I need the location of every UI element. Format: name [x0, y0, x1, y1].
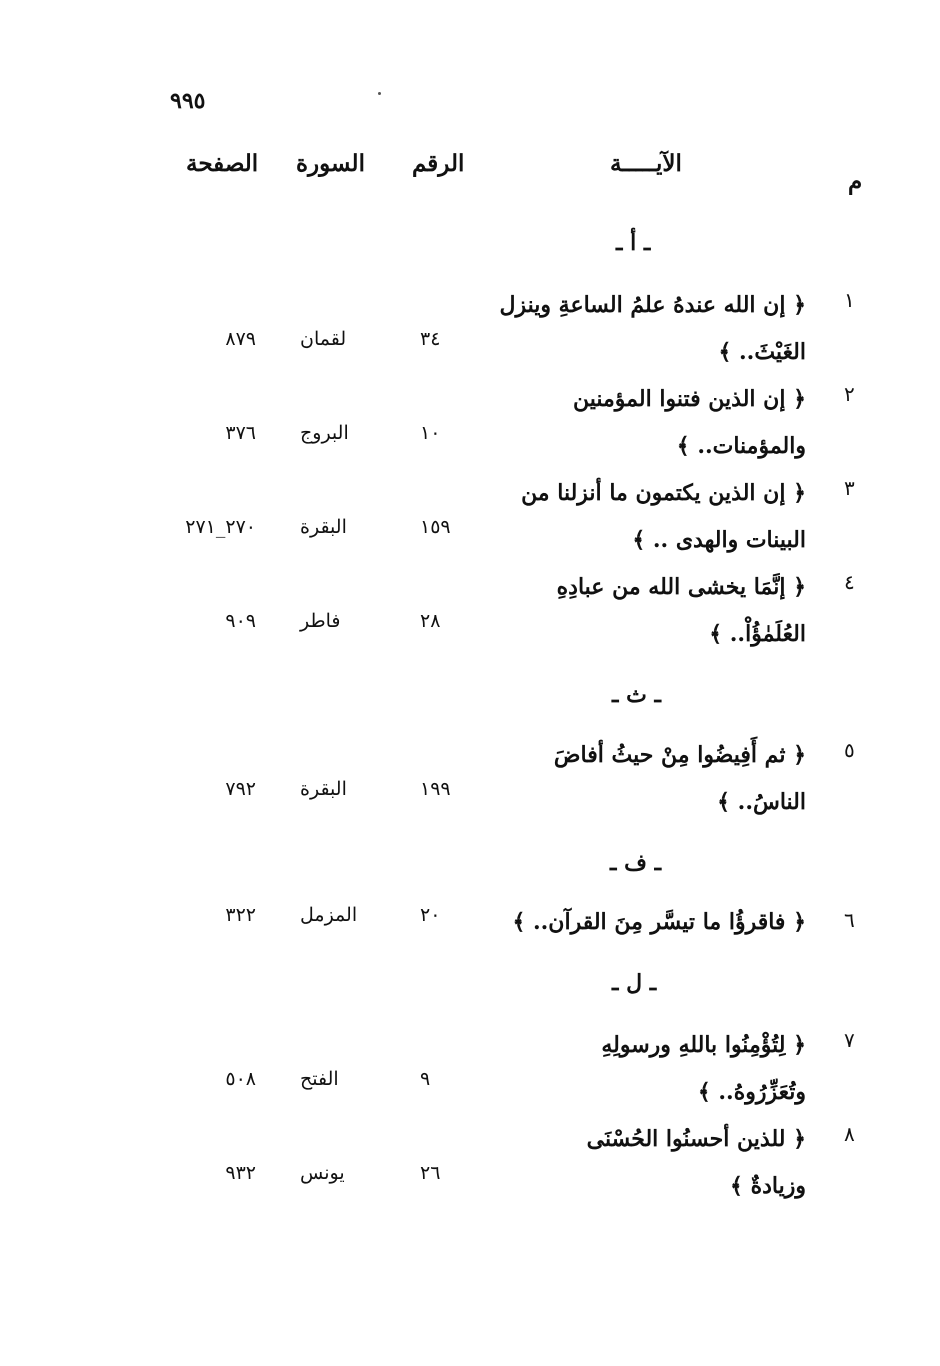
header-sura: السورة	[296, 150, 365, 177]
row-number: ١٠	[420, 422, 441, 444]
row-sura: الفتح	[300, 1068, 339, 1090]
index-row	[0, 1116, 940, 1212]
aya-line: ﴿ للذين أحسنُوا الحُسْنَى	[586, 1126, 806, 1152]
row-aya	[476, 732, 806, 826]
row-serial: ٧	[844, 1028, 855, 1052]
row-serial: ٢	[844, 382, 855, 406]
aya-line: الغَيْثَ.. ﴾	[718, 339, 806, 365]
index-row	[0, 282, 940, 378]
aya-line: العُلَمٰؤُاْ.. ﴾	[709, 621, 806, 647]
row-number: ٢٨	[420, 610, 441, 632]
row-page: ٥٠٨	[225, 1068, 256, 1090]
row-serial: ١	[844, 288, 855, 312]
header-aya: الآيـــــة	[610, 150, 682, 177]
row-aya	[426, 902, 806, 942]
row-page: ٨٧٩	[225, 328, 256, 350]
row-serial: ٤	[844, 570, 855, 594]
aya-line: ﴿ ثم أَفِيضُوا مِنْ حيثُ أفاضَ	[553, 742, 806, 768]
row-serial: ٥	[844, 738, 855, 762]
aya-line: الناسُ.. ﴾	[717, 789, 806, 815]
section-letter: ـ ل ـ	[612, 970, 657, 996]
aya-line: والمؤمنات.. ﴾	[676, 433, 806, 459]
row-number: ٢٠	[420, 904, 441, 926]
row-serial: ٦	[844, 908, 855, 932]
row-page: ٩٠٩	[225, 610, 256, 632]
aya-line: وتُعَزِّرُوهُ.. ﴾	[697, 1079, 806, 1105]
row-page: ٢٧٠_٢٧١	[185, 516, 256, 538]
row-sura: البروج	[300, 422, 349, 444]
aya-line: ﴿ إن الذين يكتمون ما أنزلنا من	[521, 480, 806, 506]
index-row	[0, 376, 940, 472]
header-number: الرقم	[412, 150, 465, 177]
row-aya	[476, 376, 806, 470]
row-number: ٩	[420, 1068, 431, 1090]
section-letter: ـ ف ـ	[610, 850, 662, 876]
row-page: ٣٢٢	[225, 904, 256, 926]
row-sura: المزمل	[300, 904, 358, 926]
row-serial: ٣	[844, 476, 855, 500]
row-aya	[476, 1116, 806, 1210]
row-aya	[476, 282, 806, 376]
row-number: ٢٦	[420, 1162, 441, 1184]
index-row	[0, 470, 940, 566]
index-row	[0, 902, 940, 950]
index-row	[0, 564, 940, 660]
index-row	[0, 1022, 940, 1118]
section-letter: ـ أ ـ	[616, 230, 651, 256]
row-sura: يونس	[300, 1162, 345, 1184]
row-number: ١٩٩	[420, 778, 451, 800]
header-page: الصفحة	[186, 150, 259, 177]
row-page: ٩٣٢	[225, 1162, 256, 1184]
aya-line: ﴿ لِتُؤْمِنُوا باللهِ ورسولِهِ	[601, 1032, 806, 1058]
row-serial: ٨	[844, 1122, 855, 1146]
row-aya	[476, 564, 806, 658]
row-sura: البقرة	[300, 516, 347, 538]
row-sura: لقمان	[300, 328, 347, 350]
row-number: ٣٤	[420, 328, 441, 350]
row-page: ٧٩٢	[225, 778, 256, 800]
row-aya	[476, 470, 806, 564]
row-aya	[476, 1022, 806, 1116]
row-sura: البقرة	[300, 778, 347, 800]
row-page: ٣٧٦	[225, 422, 256, 444]
page-number: ٩٩٥	[170, 88, 206, 114]
section-letter: ـ ث ـ	[612, 682, 661, 708]
scan-speck	[378, 92, 381, 95]
aya-line: البينات والهدى .. ﴾	[632, 527, 806, 553]
aya-line: وزيادةٌ ﴾	[730, 1173, 806, 1199]
index-row	[0, 732, 940, 828]
row-number: ١٥٩	[420, 516, 451, 538]
row-sura: فاطر	[300, 610, 341, 632]
aya-line: ﴿ إن الذين فتنوا المؤمنين	[572, 386, 806, 412]
aya-line: ﴿ إنَّمَا يخشى الله من عبادِهِ	[556, 574, 806, 600]
header-serial: م	[848, 168, 863, 195]
aya-line: ﴿ إن الله عندهُ علمُ الساعةِ وينزل	[499, 292, 806, 318]
aya-line: ﴿ فاقرؤُا ما تيسَّر مِنَ القرآن.. ﴾	[512, 909, 806, 935]
